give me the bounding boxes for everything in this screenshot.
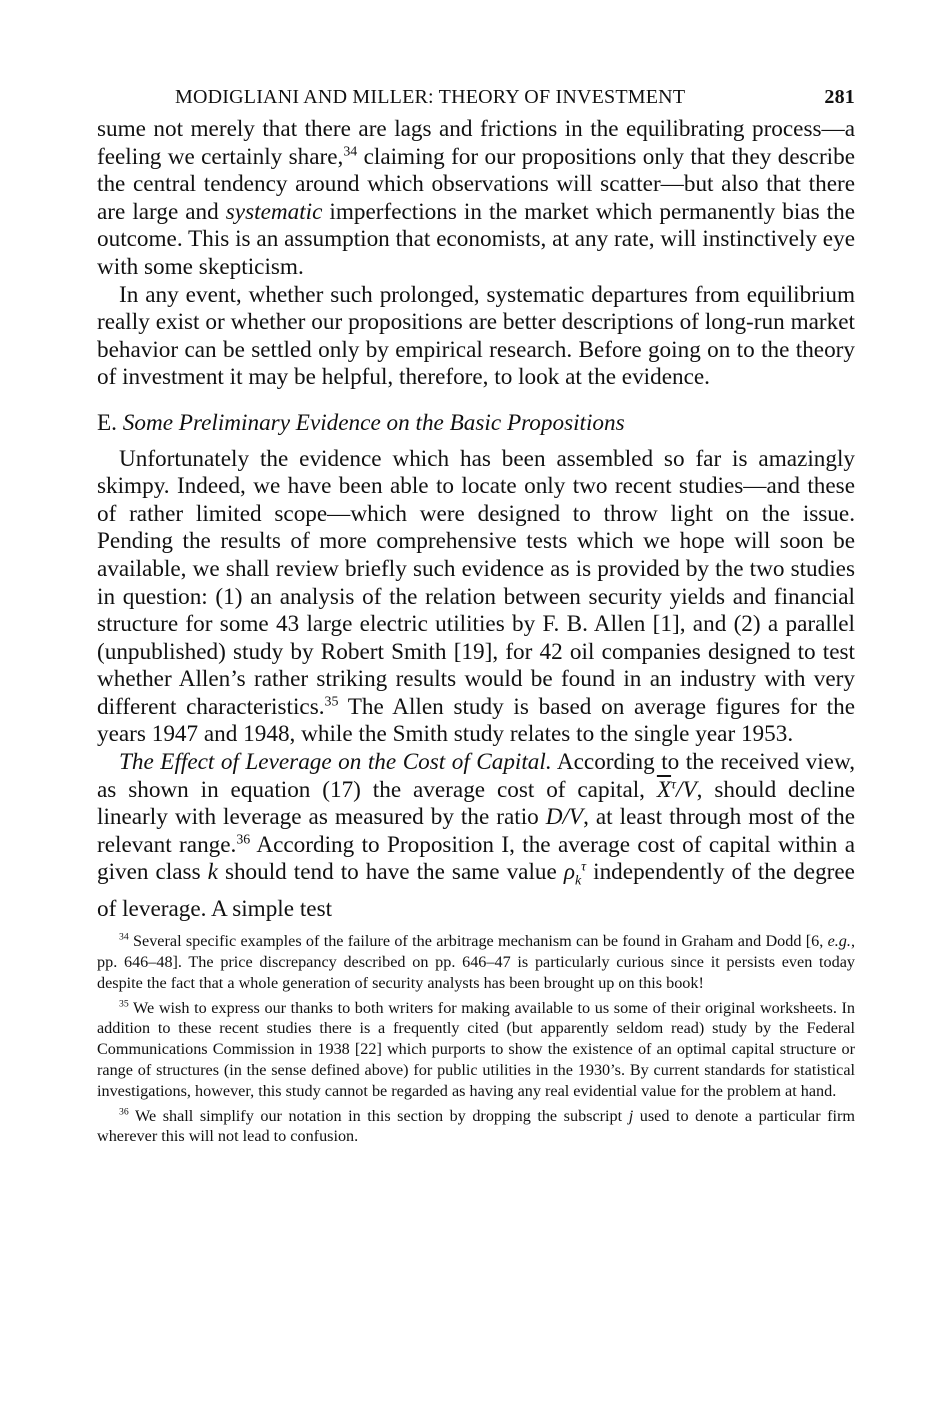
math-rho-sub: k	[574, 874, 582, 890]
math-rho-k	[563, 859, 587, 890]
footnote-ref-35: 35	[324, 694, 339, 710]
para3-text-a: Unfortunately the evidence which has been assembled so far is amazingly skimpy. Indeed, we have been able to locate only two recent studies—and these of rather limited scope—which were designed to throw light on the issue. Pending the results of more comprehensive tests which we hope will soon be available, we shall review briefly such evidence as is provided by the two studies in question: (1) an analysis of the relation between security yields and financial structure for some 43 large electric utilities by F. B. Allen [1], and (2) a parallel (unpublished) study by Robert Smith [19], for 42 oil companies designed to test whether Allen’s rather striking results would be found in an industry with very different characteristics.	[97, 445, 855, 720]
body-text	[97, 116, 855, 923]
footnote-35-number: 35	[119, 998, 129, 1010]
footnote-35	[97, 998, 855, 1102]
para1-emphasis: systematic	[225, 198, 323, 225]
para1-text-b: claiming for our propositions only that they describe the central tendency around which observations will scatter—but also that there are large and	[97, 143, 856, 225]
para4-text-f: independently of the degree of leverage. A simple test	[97, 859, 855, 922]
page-number: 281	[824, 86, 855, 108]
para3-text-b: The Allen study is based on average figures for the years 1947 and 1948, while the Smith study relates to the single year 1953.	[97, 693, 856, 748]
run-in-heading: The Effect of Leverage on the Cost of Capital.	[119, 749, 552, 776]
para4-text-c: , at least through most of the relevant range.	[97, 804, 855, 858]
footnote-35-text: We wish to express our thanks to both writers for making available to us some of their original worksheets. In addition to these recent studies there is a frequently cited (but apparently seldom read) study by the Federal Communications Commission in 1938 [22] which purports to show the existence of an optimal capital structure or range of structures (in the sense defined above) for public utilities in the 1930’s. By current standards for statistical investigations, however, this study cannot be regarded as having any real evidential value for the problem at hand.	[97, 998, 855, 1100]
section-label: E.	[97, 409, 117, 436]
footnote-34-text-b: , pp. 646–48]. The price discrepancy described on pp. 646–47 is particularly curious since it persists even today despite the fact that a whole generation of security analysts has been brought up on this book!	[97, 932, 855, 992]
section-title: Some Preliminary Evidence on the Basic Propositions	[122, 409, 625, 436]
para4-text-a: According to the received view, as shown in equation (17) the average cost of capital,	[97, 749, 855, 803]
footnote-34-text-a: Several specific examples of the failure of the arbitrage mechanism can be found in Graham and Dodd [6,	[128, 932, 828, 951]
para1-text-a: sume not merely that there are lags and frictions in the equilibrating process—a feeling we certainly share,	[97, 116, 855, 170]
math-d-over-v: D/V	[545, 804, 584, 831]
para4-text-e: should tend to have the same value	[217, 859, 564, 886]
math-over-v: /V	[676, 776, 697, 803]
para4-text-d: According to Proposition I, the average cost of capital within a given class	[97, 831, 855, 886]
section-heading	[97, 410, 855, 438]
math-x-sup: τ	[671, 776, 677, 792]
math-class-k: k	[207, 859, 218, 886]
paragraph-2: In any event, whether such prolonged, systematic departures from equilibrium really exist or whether our propositions are better descriptions of long-run market behavior can be settled only by empirical research. Before going on to the theory of investment it may be helpful, therefore, to look at the evidence.	[97, 281, 855, 391]
paragraph-4	[97, 749, 855, 923]
para4-text-b: , should decline linearly with leverage as measured by the ratio	[97, 776, 855, 831]
paragraph-3	[97, 446, 855, 750]
footnote-36-text-a: We shall simplify our notation in this section by dropping the subscript	[128, 1106, 629, 1125]
page	[97, 82, 855, 1147]
footnote-36-text-b: used to denote a particular firm wherever this will not lead to confusion.	[97, 1106, 856, 1146]
footnote-34-number: 34	[119, 931, 129, 943]
math-cost-of-capital	[657, 777, 697, 803]
footnote-34-emphasis: e.g.	[827, 932, 851, 951]
footnote-36-emphasis: j	[628, 1106, 634, 1125]
math-x-bar: $\overline{X}$	[656, 776, 672, 803]
footnotes	[97, 931, 855, 1147]
footnote-36-number: 36	[119, 1106, 129, 1118]
running-title: MODIGLIANI AND MILLER: THEORY OF INVESTMENT	[175, 86, 686, 108]
footnote-ref-36: 36	[236, 832, 251, 848]
footnote-ref-34: 34	[343, 143, 358, 159]
math-rho: ρ	[563, 859, 575, 886]
footnote-34	[97, 931, 855, 993]
footnote-36	[97, 1106, 855, 1148]
running-header	[97, 82, 855, 116]
paragraph-1	[97, 116, 855, 282]
math-rho-sup: τ	[581, 859, 587, 875]
para1-text-c: imperfections in the market which permanently bias the outcome. This is an assumption that economists, at any rate, will instinctively eye with some skepticism.	[97, 198, 855, 280]
